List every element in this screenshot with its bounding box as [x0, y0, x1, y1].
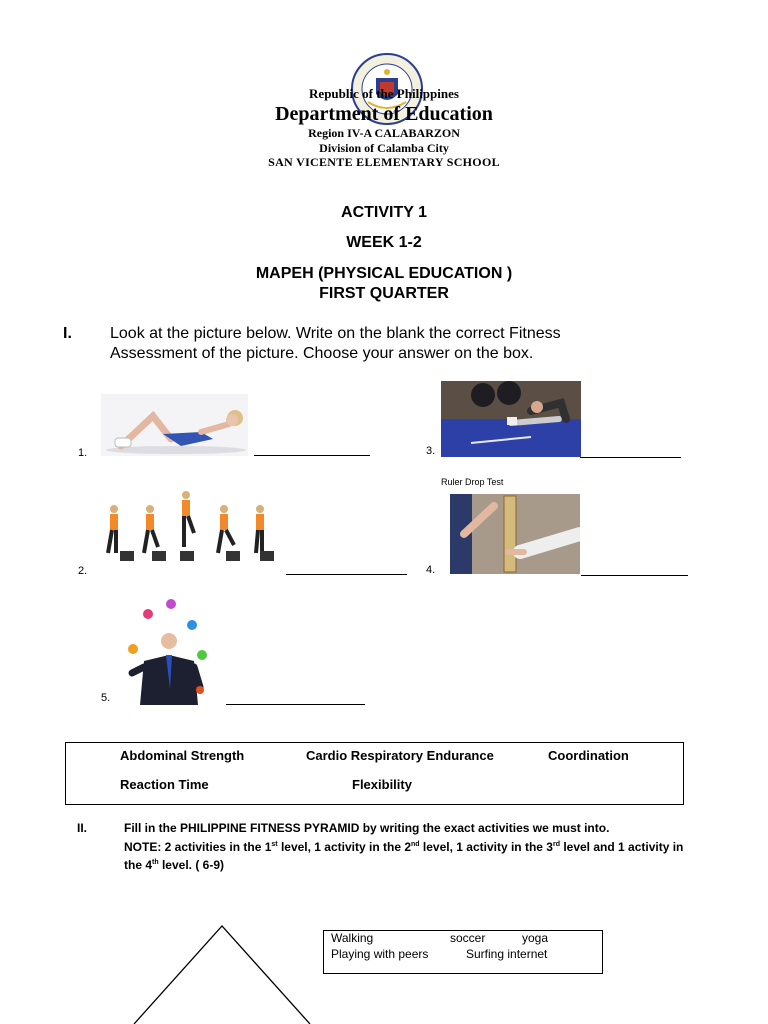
choice-reaction-time: Reaction Time [120, 777, 209, 792]
activity-yoga: yoga [522, 931, 549, 945]
choice-abdominal-strength: Abdominal Strength [120, 748, 245, 763]
part2-numeral: II. [77, 821, 88, 835]
activity-soccer: soccer [450, 931, 486, 945]
sit-and-reach-picture [441, 381, 581, 457]
week-title: WEEK 1-2 [346, 234, 422, 251]
step-test-picture [102, 487, 276, 569]
activity-playing-with-peers: Playing with peers [331, 947, 429, 961]
answer-blank-2[interactable] [286, 574, 407, 575]
region-line: Region IV-A CALABARZON [308, 126, 460, 140]
fitness-pyramid-outline[interactable] [130, 924, 314, 1024]
activity-surfing-internet: Surfing internet [466, 947, 548, 961]
choice-flexibility: Flexibility [352, 777, 412, 792]
answer-blank-5[interactable] [226, 704, 365, 705]
answer-blank-4[interactable] [581, 575, 688, 576]
activity-title: ACTIVITY 1 [341, 204, 427, 221]
part1-instruction-line2: Assessment of the picture. Choose your answer on the box. [110, 345, 534, 362]
juggling-picture [122, 597, 210, 705]
part1-numeral: I. [63, 325, 72, 342]
ruler-drop-picture [450, 494, 580, 574]
answer-blank-3[interactable] [580, 457, 681, 458]
item-5-number: 5. [101, 692, 111, 704]
item-2-number: 2. [78, 565, 88, 577]
part1-instruction-line1: Look at the picture below. Write on the blank the correct Fitness [110, 325, 561, 342]
item-4-number: 4. [426, 564, 436, 576]
part2-note-line2: the 4th level. ( 6-9) [124, 858, 224, 872]
part2-instruction: Fill in the PHILIPPINE FITNESS PYRAMID by writing the exact activities we must into. [124, 821, 610, 835]
part2-note-line1: NOTE: 2 activities in the 1st level, 1 activity in the 2nd level, 1 activity in the 3rd level and 1 activity in [124, 840, 684, 854]
subject-title: MAPEH (PHYSICAL EDUCATION ) [255, 265, 513, 282]
choice-coordination: Coordination [548, 748, 629, 763]
division-line: Division of Calamba City [319, 141, 449, 155]
answer-blank-1[interactable] [254, 455, 370, 456]
quarter-title: FIRST QUARTER [319, 285, 449, 302]
department-title: Department of Education [275, 103, 493, 125]
school-line: SAN VICENTE ELEMENTARY SCHOOL [268, 155, 500, 169]
item-3-number: 3. [426, 445, 436, 457]
activity-walking: Walking [331, 931, 374, 945]
republic-line: Republic of the Philippines [309, 86, 459, 101]
ruler-drop-caption: Ruler Drop Test [441, 477, 504, 487]
situp-picture [101, 394, 248, 456]
item-1-number: 1. [78, 447, 88, 459]
choice-cardio-respiratory-endurance: Cardio Respiratory Endurance [306, 748, 494, 763]
